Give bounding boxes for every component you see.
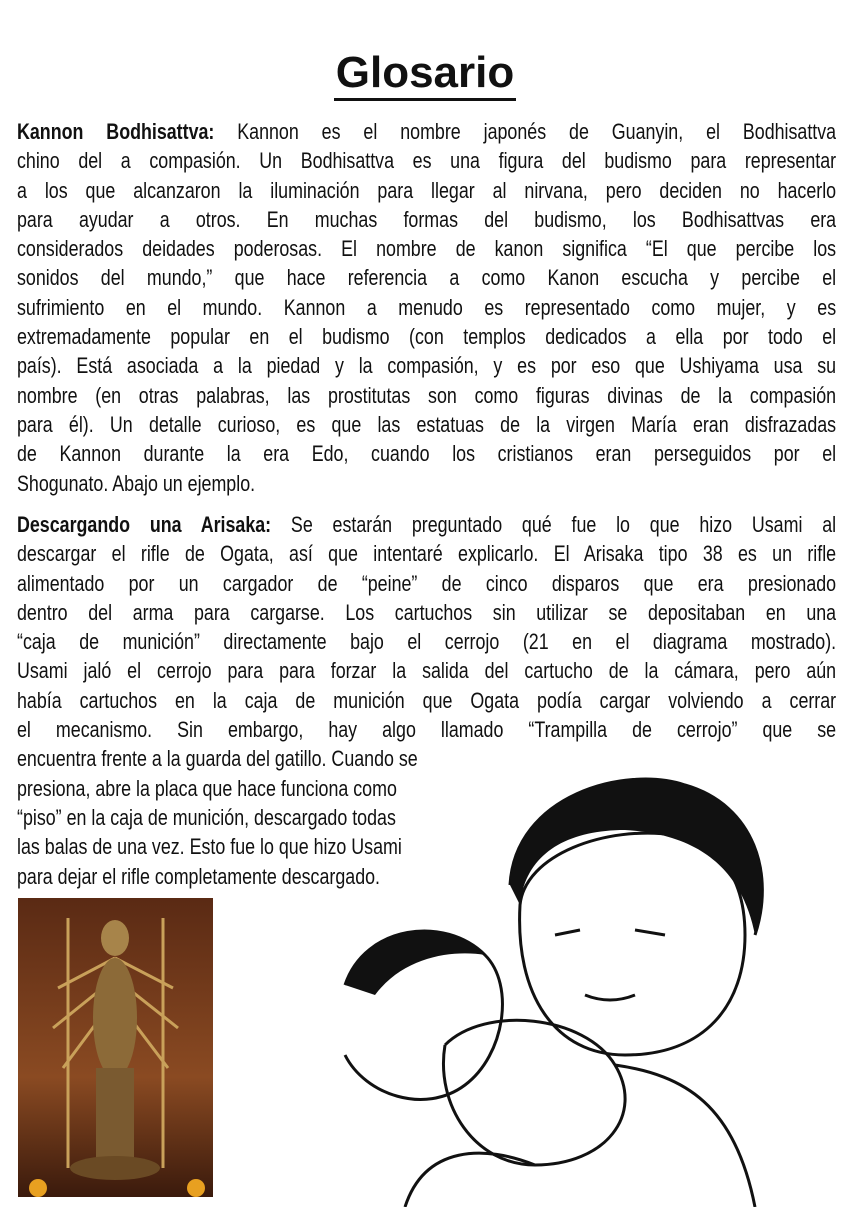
glossary-term: Descargando una Arisaka: [17, 512, 272, 537]
text-line: Kannon Bodhisattva: Kannon es el nombre japonés de Guanyin, el Bodhisattva [17, 119, 837, 144]
text-line: presiona, abre la placa que hace funciona como [17, 775, 397, 801]
kannon-statue-photo [18, 898, 213, 1197]
text-line: extremadamente popular en el budismo (con templos dedicados a ella por todo el [17, 324, 837, 350]
text-line: para él). Un detalle curioso, es que las estatuas de la virgen María eran disfrazadas [17, 411, 837, 437]
text-line: “piso” en la caja de munición, descargado todas [17, 804, 396, 830]
text-line: para ayudar a otros. En muchas formas del budismo, los Bodhisattvas era [17, 206, 837, 232]
text-line: “caja de munición” directamente bajo el cerrojo (21 en el diagrama mostrado). [17, 629, 837, 655]
text-line: sonidos del mundo,” que hace referencia a como Kanon escucha y percibe el [17, 265, 837, 291]
text-line: país). Está asociada a la piedad y la compasión, y es por eso que Ushiyama usa su [17, 353, 837, 379]
text-line: nombre (en otras palabras, las prostitutas son como figuras divinas de la compasión [17, 382, 837, 408]
text-line: Shogunato. Abajo un ejemplo. [17, 470, 256, 496]
text-line: considerados deidades poderosas. El nombre de kanon significa “El que percibe los [17, 236, 837, 262]
text-line: para dejar el rifle completamente descargado. [17, 863, 380, 889]
text-line: encuentra frente a la guarda del gatillo. Cuando se [17, 746, 418, 772]
text-line: Descargando una Arisaka: Se estarán preguntado qué fue lo que hizo Usami al [17, 512, 837, 537]
manga-illustration [285, 765, 845, 1207]
text-line: dentro del arma para cargarse. Los cartuchos sin utilizar se depositaban en una [17, 599, 837, 625]
text-line: descargar el rifle de Ogata, así que intentaré explicarlo. El Arisaka tipo 38 es un rifle [17, 541, 837, 567]
text-line: alimentado por un cargador de “peine” de cinco disparos que era presionado [17, 570, 837, 596]
page-title: Glosario [0, 48, 850, 101]
text-line: de Kannon durante la era Edo, cuando los cristianos eran perseguidos por el [17, 441, 837, 467]
glossary-entry-kannon [17, 117, 836, 498]
glossary-term: Kannon Bodhisattva: [17, 119, 215, 144]
text-line: chino del a compasión. Un Bodhisattva es una figura del budismo para representar [17, 148, 837, 174]
text-line: las balas de una vez. Esto fue lo que hizo Usami [17, 834, 402, 860]
text-line: Usami jaló el cerrojo para para forzar la salida del cartucho de la cámara, pero aún [17, 658, 837, 684]
text-line: sufrimiento en el mundo. Kannon a menudo es representado como mujer, y es [17, 294, 837, 320]
text-line: había cartuchos en la caja de munición que Ogata podía cargar volviendo a cerrar [17, 687, 837, 713]
text-line: a los que alcanzaron la iluminación para llegar al nirvana, pero deciden no hacerlo [17, 177, 837, 203]
text-line: el mecanismo. Sin embargo, hay algo llamado “Trampilla de cerrojo” que se [17, 717, 837, 743]
